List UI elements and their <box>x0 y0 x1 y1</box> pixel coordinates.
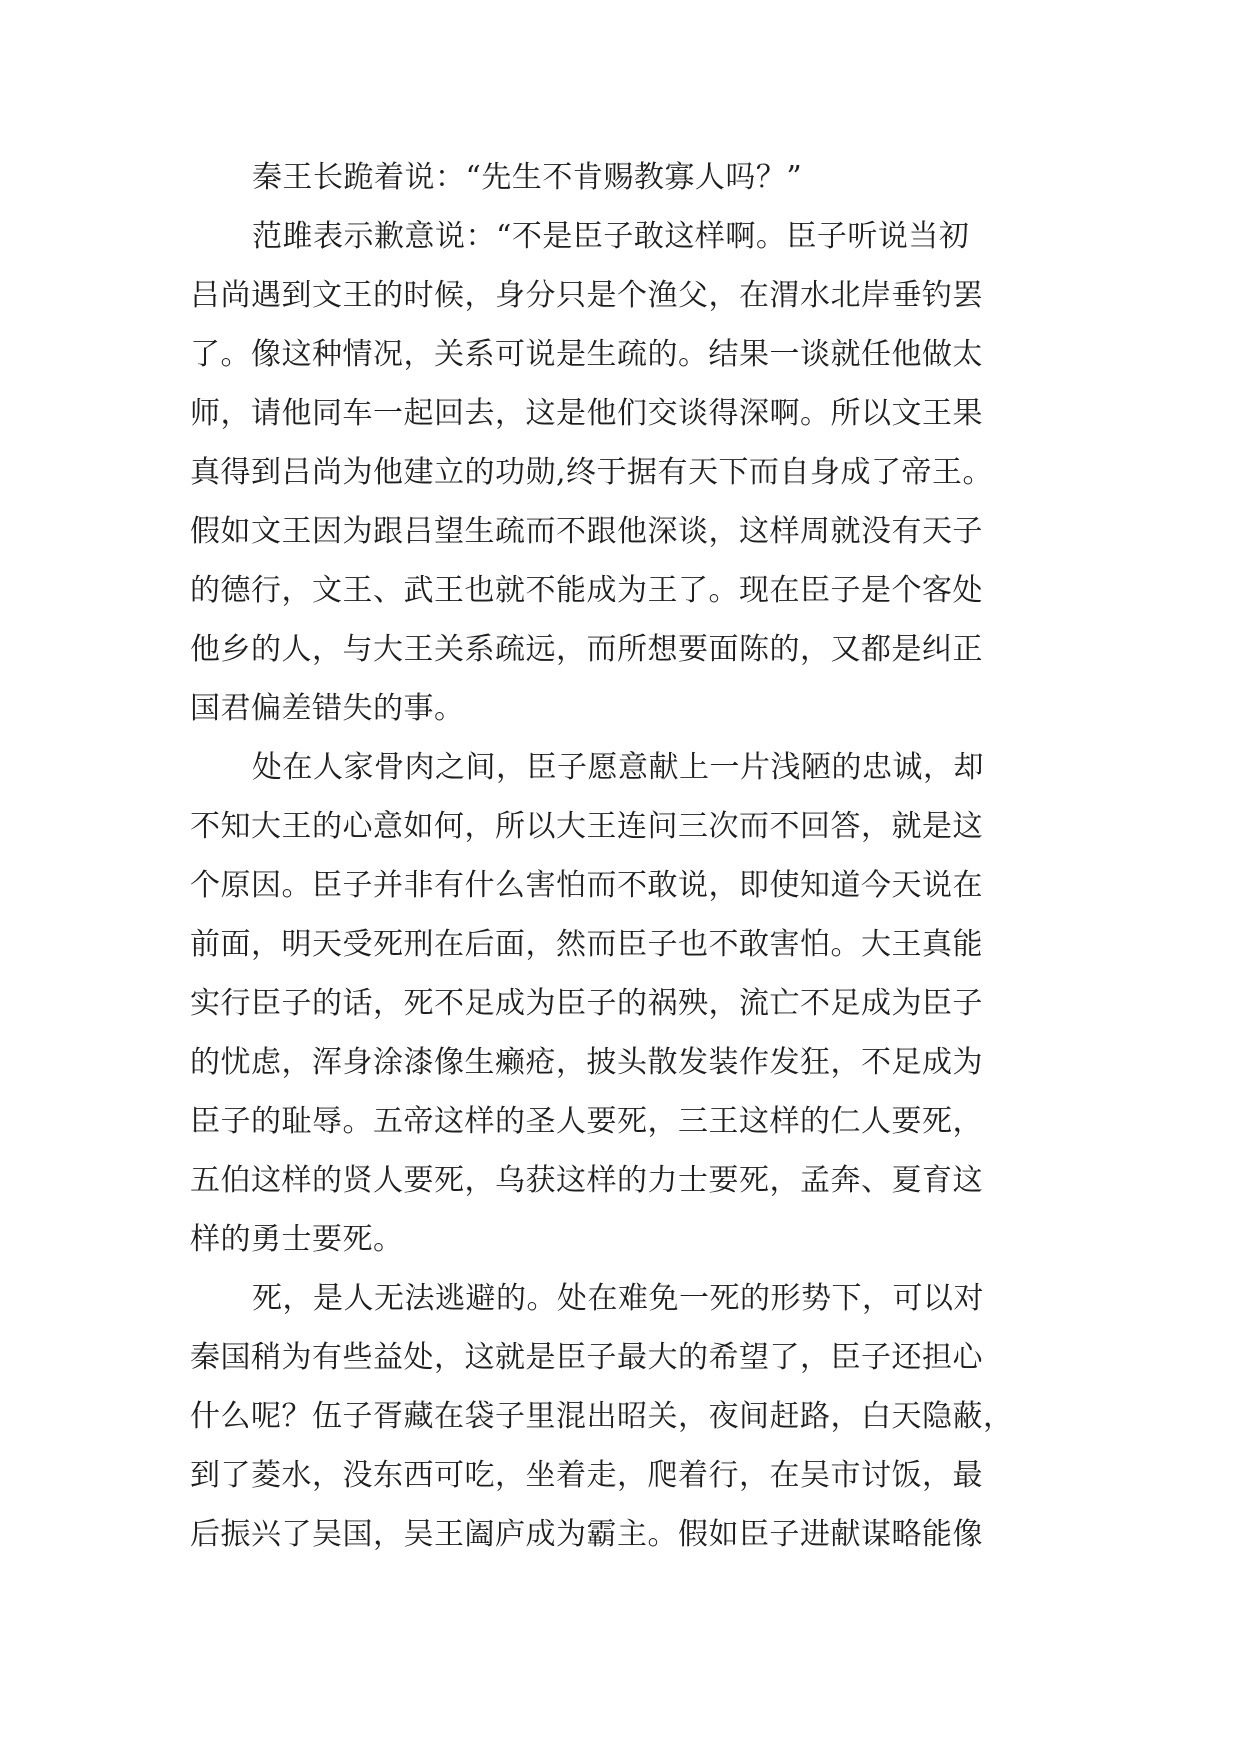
text-line: 了。像这种情况，关系可说是生疏的。结果一谈就任他做太 <box>190 337 983 372</box>
text-line: 实行臣子的话，死不足成为臣子的祸殃，流亡不足成为臣子 <box>190 986 983 1021</box>
paragraph-1 <box>190 148 1065 207</box>
paragraph-4 <box>190 1269 1065 1564</box>
text-line: 前面，明天受死刑在后面，然而臣子也不敢害怕。大王真能 <box>190 927 983 962</box>
paragraph-3 <box>190 738 1065 1269</box>
text-line: 不知大王的心意如何，所以大王连问三次而不回答，就是这 <box>190 809 983 844</box>
text-line: 个原因。臣子并非有什么害怕而不敢说，即使知道今天说在 <box>190 868 983 903</box>
text-line: 的忧虑，浑身涂漆像生癞疮，披头散发装作发狂，不足成为 <box>190 1045 983 1080</box>
text-line: 真得到吕尚为他建立的功勋,终于据有天下而自身成了帝王。 <box>190 455 994 490</box>
text-line: 死，是人无法逃避的。处在难免一死的形势下，可以对 <box>252 1281 984 1316</box>
text-line: 假如文王因为跟吕望生疏而不跟他深谈，这样周就没有天子 <box>190 514 983 549</box>
text-line: 国君偏差错失的事。 <box>190 691 465 726</box>
text-line: 后振兴了吴国，吴王阖庐成为霸主。假如臣子进献谋略能像 <box>190 1517 983 1552</box>
text-line: 臣子的耻辱。五帝这样的圣人要死，三王这样的仁人要死， <box>190 1104 983 1139</box>
text-line: 五伯这样的贤人要死，乌获这样的力士要死，孟奔、夏育这 <box>190 1163 983 1198</box>
text-line: 秦国稍为有些益处，这就是臣子最大的希望了，臣子还担心 <box>190 1340 983 1375</box>
text-line: 到了菱水，没东西可吃，坐着走，爬着行，在吴市讨饭，最 <box>190 1458 983 1493</box>
text-line: 师，请他同车一起回去，这是他们交谈得深啊。所以文王果 <box>190 396 983 431</box>
paragraph-2 <box>190 207 1065 738</box>
text-line: 什么呢？伍子胥藏在袋子里混出昭关，夜间赶路，白天隐蔽， <box>190 1399 1014 1434</box>
text-line: 的德行，文王、武王也就不能成为王了。现在臣子是个客处 <box>190 573 983 608</box>
text-line: 处在人家骨肉之间，臣子愿意献上一片浅陋的忠诚，却 <box>252 750 984 785</box>
document-page <box>190 148 1065 1564</box>
text-line: 吕尚遇到文王的时候，身分只是个渔父，在渭水北岸垂钓罢 <box>190 278 983 313</box>
text-line: 样的勇士要死。 <box>190 1222 404 1257</box>
text-line: 他乡的人，与大王关系疏远，而所想要面陈的，又都是纠正 <box>190 632 983 667</box>
text-line: 秦王长跪着说：“先生不肯赐教寡人吗？” <box>252 160 803 195</box>
text-line: 范雎表示歉意说：“不是臣子敢这样啊。臣子听说当初 <box>252 219 970 254</box>
